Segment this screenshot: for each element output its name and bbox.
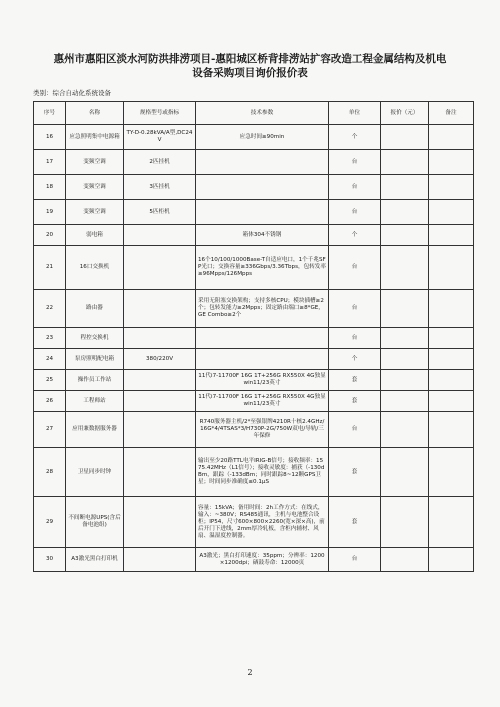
cell-no: 20: [34, 225, 66, 246]
cell-unit: 台: [329, 150, 381, 175]
cell-unit: 台: [329, 548, 381, 572]
table-row: [34, 448, 474, 497]
page-number: 2: [247, 668, 253, 677]
cell-params: 16个10/100/1000Base-T自适应电口，1个千兆SFP光口；交换容量≥336Gbps/3.36Tbps，包转发率≥96Mpps/126Mpps: [196, 246, 329, 290]
table-row: [34, 370, 474, 391]
cell-params: 应急时间≥90min: [196, 125, 329, 150]
header-price: 报价（元）: [381, 102, 429, 125]
cell-remark: [429, 370, 474, 391]
header-remark: 备注: [429, 102, 474, 125]
cell-name: 不间断电源UPS(含后备电池组): [66, 497, 124, 548]
cell-spec: [124, 370, 196, 391]
table-row: [34, 150, 474, 175]
table-row: [34, 246, 474, 290]
cell-params: 11代i7-11700F 16G 1T+256G RX550X 4G独显win11/23英寸: [196, 391, 329, 412]
cell-name: 工程师站: [66, 391, 124, 412]
cell-remark: [429, 548, 474, 572]
cell-price: [381, 225, 429, 246]
cell-unit: 个: [329, 225, 381, 246]
cell-unit: 套: [329, 391, 381, 412]
document-title: [30, 52, 470, 80]
cell-no: 26: [34, 391, 66, 412]
cell-unit: 台: [329, 328, 381, 349]
table-row: [34, 328, 474, 349]
cell-spec: 3匹挂机: [124, 175, 196, 200]
table-row: [34, 225, 474, 246]
cell-no: 25: [34, 370, 66, 391]
cell-name: 应急照明集中电源箱: [66, 125, 124, 150]
cell-params: [196, 328, 329, 349]
cell-params: 输出至少20路TTL电平IRIG-B信号；接收频率：1575.42MHz（L1信号）；接收灵敏度：捕获（-130dBm，跟踪（-133dBm；同时跟踪8~12颗GPS卫星；时间同步准确度≤0.1μS: [196, 448, 329, 497]
cell-unit: 套: [329, 497, 381, 548]
cell-no: 27: [34, 412, 66, 448]
cell-spec: [124, 548, 196, 572]
cell-spec: [124, 225, 196, 246]
cell-price: [381, 246, 429, 290]
cell-name: 程控交换机: [66, 328, 124, 349]
cell-no: 30: [34, 548, 66, 572]
cell-no: 21: [34, 246, 66, 290]
header-spec: 规格型号或指标: [124, 102, 196, 125]
cell-unit: 台: [329, 175, 381, 200]
table-row: [34, 548, 474, 572]
cell-no: 17: [34, 150, 66, 175]
cell-params: 11代i7-11700F 16G 1T+256G RX550X 4G独显win11/23英寸: [196, 370, 329, 391]
table-row: [34, 497, 474, 548]
cell-price: [381, 548, 429, 572]
cell-no: 16: [34, 125, 66, 150]
cell-spec: [124, 246, 196, 290]
cell-remark: [429, 290, 474, 328]
cell-spec: [124, 412, 196, 448]
cell-remark: [429, 412, 474, 448]
cell-remark: [429, 200, 474, 225]
cell-remark: [429, 175, 474, 200]
cell-spec: [124, 328, 196, 349]
cell-unit: 台: [329, 412, 381, 448]
table-row: [34, 200, 474, 225]
table-row: [34, 290, 474, 328]
cell-name: 变频空调: [66, 150, 124, 175]
table-row: [34, 175, 474, 200]
cell-no: 22: [34, 290, 66, 328]
cell-name: 变频空调: [66, 200, 124, 225]
cell-params: [196, 150, 329, 175]
cell-remark: [429, 125, 474, 150]
cell-price: [381, 497, 429, 548]
header-no: 序号: [34, 102, 66, 125]
cell-name: 16口交换机: [66, 246, 124, 290]
cell-price: [381, 391, 429, 412]
cell-spec: [124, 448, 196, 497]
cell-unit: 台: [329, 200, 381, 225]
cell-spec: [124, 290, 196, 328]
cell-name: 操作员工作站: [66, 370, 124, 391]
cell-spec: 5匹柜机: [124, 200, 196, 225]
cell-params: [196, 175, 329, 200]
cell-no: 23: [34, 328, 66, 349]
cell-remark: [429, 349, 474, 370]
cell-price: [381, 328, 429, 349]
cell-spec: [124, 497, 196, 548]
cell-remark: [429, 497, 474, 548]
header-params: 技术参数: [196, 102, 329, 125]
cell-unit: 个: [329, 125, 381, 150]
category-label: 类别：综合自动化系统设备: [33, 89, 111, 97]
cell-no: 18: [34, 175, 66, 200]
cell-params: 容量：15kVA；备用时间：2h工作方式：在线式，输入：~380V；RS485通讯，主机与电池整合设柜；IP54，尺寸600×800×2260(宽×深×高)，前后开门下进线，2mm厚冷轧板，含柜内辅材、风扇、温湿度控制器。: [196, 497, 329, 548]
cell-unit: 台: [329, 246, 381, 290]
table-row: [34, 391, 474, 412]
cell-unit: 套: [329, 448, 381, 497]
cell-name: 泵房照明配电箱: [66, 349, 124, 370]
table-row: [34, 349, 474, 370]
cell-spec: [124, 391, 196, 412]
cell-params: [196, 200, 329, 225]
cell-price: [381, 125, 429, 150]
cell-remark: [429, 448, 474, 497]
header-unit: 单位: [329, 102, 381, 125]
table-row: [34, 412, 474, 448]
cell-price: [381, 370, 429, 391]
cell-params: [196, 349, 329, 370]
quotation-table: [33, 101, 474, 572]
cell-price: [381, 349, 429, 370]
cell-unit: 套: [329, 370, 381, 391]
cell-name: 卫星同步时钟: [66, 448, 124, 497]
cell-spec: 2匹挂机: [124, 150, 196, 175]
cell-spec: TY-D-0.28kVA/A型,DC24V: [124, 125, 196, 150]
cell-price: [381, 412, 429, 448]
cell-name: 应用兼数据服务器: [66, 412, 124, 448]
table-row: [34, 125, 474, 150]
cell-unit: 台: [329, 290, 381, 328]
title-line-1: 惠州市惠阳区淡水河防洪排涝项目-惠阳城区桥背排涝站扩容改造工程金属结构及机电: [53, 53, 447, 65]
cell-no: 19: [34, 200, 66, 225]
cell-name: 弱电箱: [66, 225, 124, 246]
cell-params: A3激光；黑白打印速度：35ppm；分辨率：1200×1200dpi；硒鼓寿命：12000页: [196, 548, 329, 572]
cell-remark: [429, 150, 474, 175]
cell-unit: 个: [329, 349, 381, 370]
cell-price: [381, 200, 429, 225]
cell-remark: [429, 246, 474, 290]
cell-remark: [429, 225, 474, 246]
cell-spec: 380/220V: [124, 349, 196, 370]
cell-params: 采用无阻塞交换架构；支持多核CPU；模块插槽≥2个；包转发能力≥2Mpps；固定路由端口≥8*GE，GE Combo≥2个: [196, 290, 329, 328]
cell-price: [381, 150, 429, 175]
cell-price: [381, 290, 429, 328]
header-name: 名称: [66, 102, 124, 125]
table-header-row: [34, 102, 474, 125]
cell-params: 箱体304不锈钢: [196, 225, 329, 246]
cell-price: [381, 448, 429, 497]
cell-no: 29: [34, 497, 66, 548]
cell-no: 28: [34, 448, 66, 497]
cell-name: 路由器: [66, 290, 124, 328]
cell-name: A3激光黑白打印机: [66, 548, 124, 572]
cell-no: 24: [34, 349, 66, 370]
cell-name: 变频空调: [66, 175, 124, 200]
cell-remark: [429, 328, 474, 349]
cell-remark: [429, 391, 474, 412]
cell-params: R740服务器主机/2*至强银牌4210R十核2.4GHz/16G*4/4TSAS*3/H730P-2G/750W双电/导轨/三年保修: [196, 412, 329, 448]
title-line-2: 设备采购项目询价报价表: [192, 67, 308, 79]
cell-price: [381, 175, 429, 200]
